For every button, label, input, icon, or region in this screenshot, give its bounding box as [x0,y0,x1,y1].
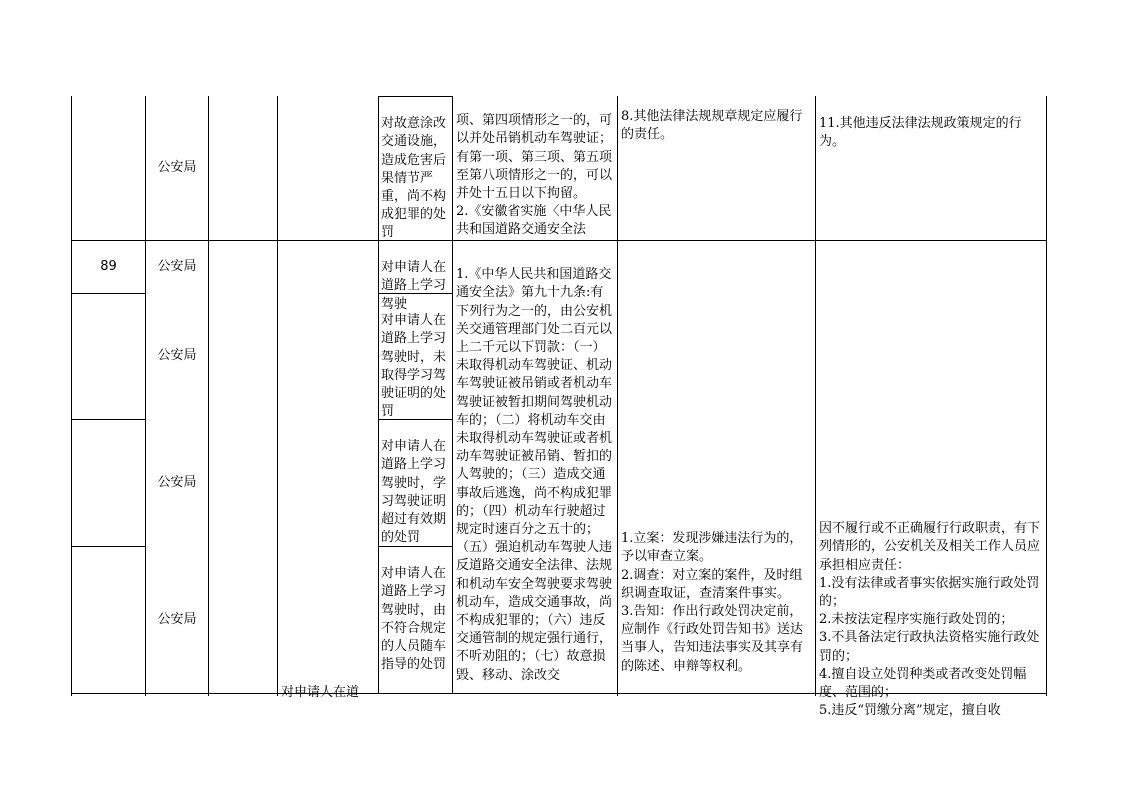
item-cell [381,241,451,312]
liability-text: 11.其他违反法律法规政策规定的行为。 [819,116,1022,150]
grid-line [617,96,618,696]
item-text: 对故意涂改交通设施，造成危害后果情节严重，尚不构成犯罪的处罚 [381,116,447,241]
grid-line [277,96,278,696]
dept-text: 公安局 [157,474,197,490]
dept-text: 公安局 [157,611,197,627]
liability-text: 因不履行或不正确履行行政职责，有下列情形的，公安机关及相关工作人员应承担相应责任： 1.没有法律或者事实依据实施行政处罚的； 2.未按法定程序实施行政处罚的； 3.不具备法定行政执法资格实施行政处罚的； 4.擅自设立处罚种类或者改变处罚幅度、范围的； 5.违反“罚缴分离”规定，擅自收 [819,521,1041,719]
item-group-cell [281,684,377,704]
dept-text: 公安局 [157,160,197,176]
basis-text: 项、第四项情形之一的，可以并处吊销机动车驾驶证；有第一项、第三项、第五项至第八项情形之一的，可以并处十五日以下拘留。 2.《安徽省实施〈中华人民共和国道路交通安全法 [456,113,613,238]
grid-line [71,546,146,547]
item-cell [381,420,451,546]
dept-cell [146,420,208,546]
grid-line [71,293,146,294]
item-text: 对申请人在道路上学习驾驶时，未取得学习驾驶证明的处罚 [381,313,447,420]
grid-line [71,419,146,420]
row-number [72,241,145,293]
basis-cell [456,248,616,694]
dept-cell [146,294,208,419]
item-cell [381,294,451,419]
item-cell [381,97,451,239]
dept-cell [146,547,208,693]
dept-cell [146,97,208,240]
grid-line [1046,96,1047,696]
liability-cell [819,502,1043,719]
grid-line [208,96,209,696]
grid-line [815,96,816,696]
row-number-text: 89 [100,258,117,274]
duty-cell [621,90,813,240]
item-group-text: 对申请人在道 [281,685,360,700]
basis-text: 1.《中华人民共和国道路交通安全法》第九十九条:有下列行为之一的，由公安机关交通管理部门处二百元以上二千元以下罚款：（一）未取得机动车驾驶证、机动车驾驶证被吊销或者机动车驾驶证被暂扣期间驾驶机动车的；（二）将机动车交由未取得机动车驾驶证或者机动车驾驶证被吊销、暂扣的人驾驶的；（三）造成交通事故后逃逸，尚不构成犯罪的；（四）机动车行驶超过规定时速百分之五十的；（五）强迫机动车驾驶人违反道路交通安全法律、法规和机动车安全驾驶要求驾驶机动车，造成交通事故，尚不构成犯罪的；（六）违反交通管制的规定强行通行，不听劝阻的；（七）故意损毁、移动、涂改交 [456,267,613,683]
item-text: 对申请人在道路上学习驾驶时，由不符合规定的人员随车指导的处罚 [381,566,447,673]
basis-cell [456,94,616,239]
duty-text: 8.其他法律法规规章规定应履行的责任。 [621,109,803,143]
grid-line [71,96,72,696]
duty-text: 1.立案：发现涉嫌违法行为的，予以审查立案。 2.调查：对立案的案件，及时组织调查取证，查清案件事实。 3.告知：作出行政处罚决定前，应制作《行政处罚告知书》送达当事人，告知违法事实及其享有的陈述、申辩等权利。 [621,531,804,674]
item-text: 对申请人在道路上学习驾驶 [381,260,447,312]
item-text: 对申请人在道路上学习驾驶时，学习驾驶证明超过有效期的处罚 [381,439,447,546]
liability-cell [819,97,1043,240]
dept-text: 公安局 [157,348,197,364]
dept-text: 公安局 [157,258,197,274]
duty-cell [621,512,813,694]
grid-line [71,240,1046,241]
item-cell [381,547,451,693]
dept-cell [146,241,208,293]
